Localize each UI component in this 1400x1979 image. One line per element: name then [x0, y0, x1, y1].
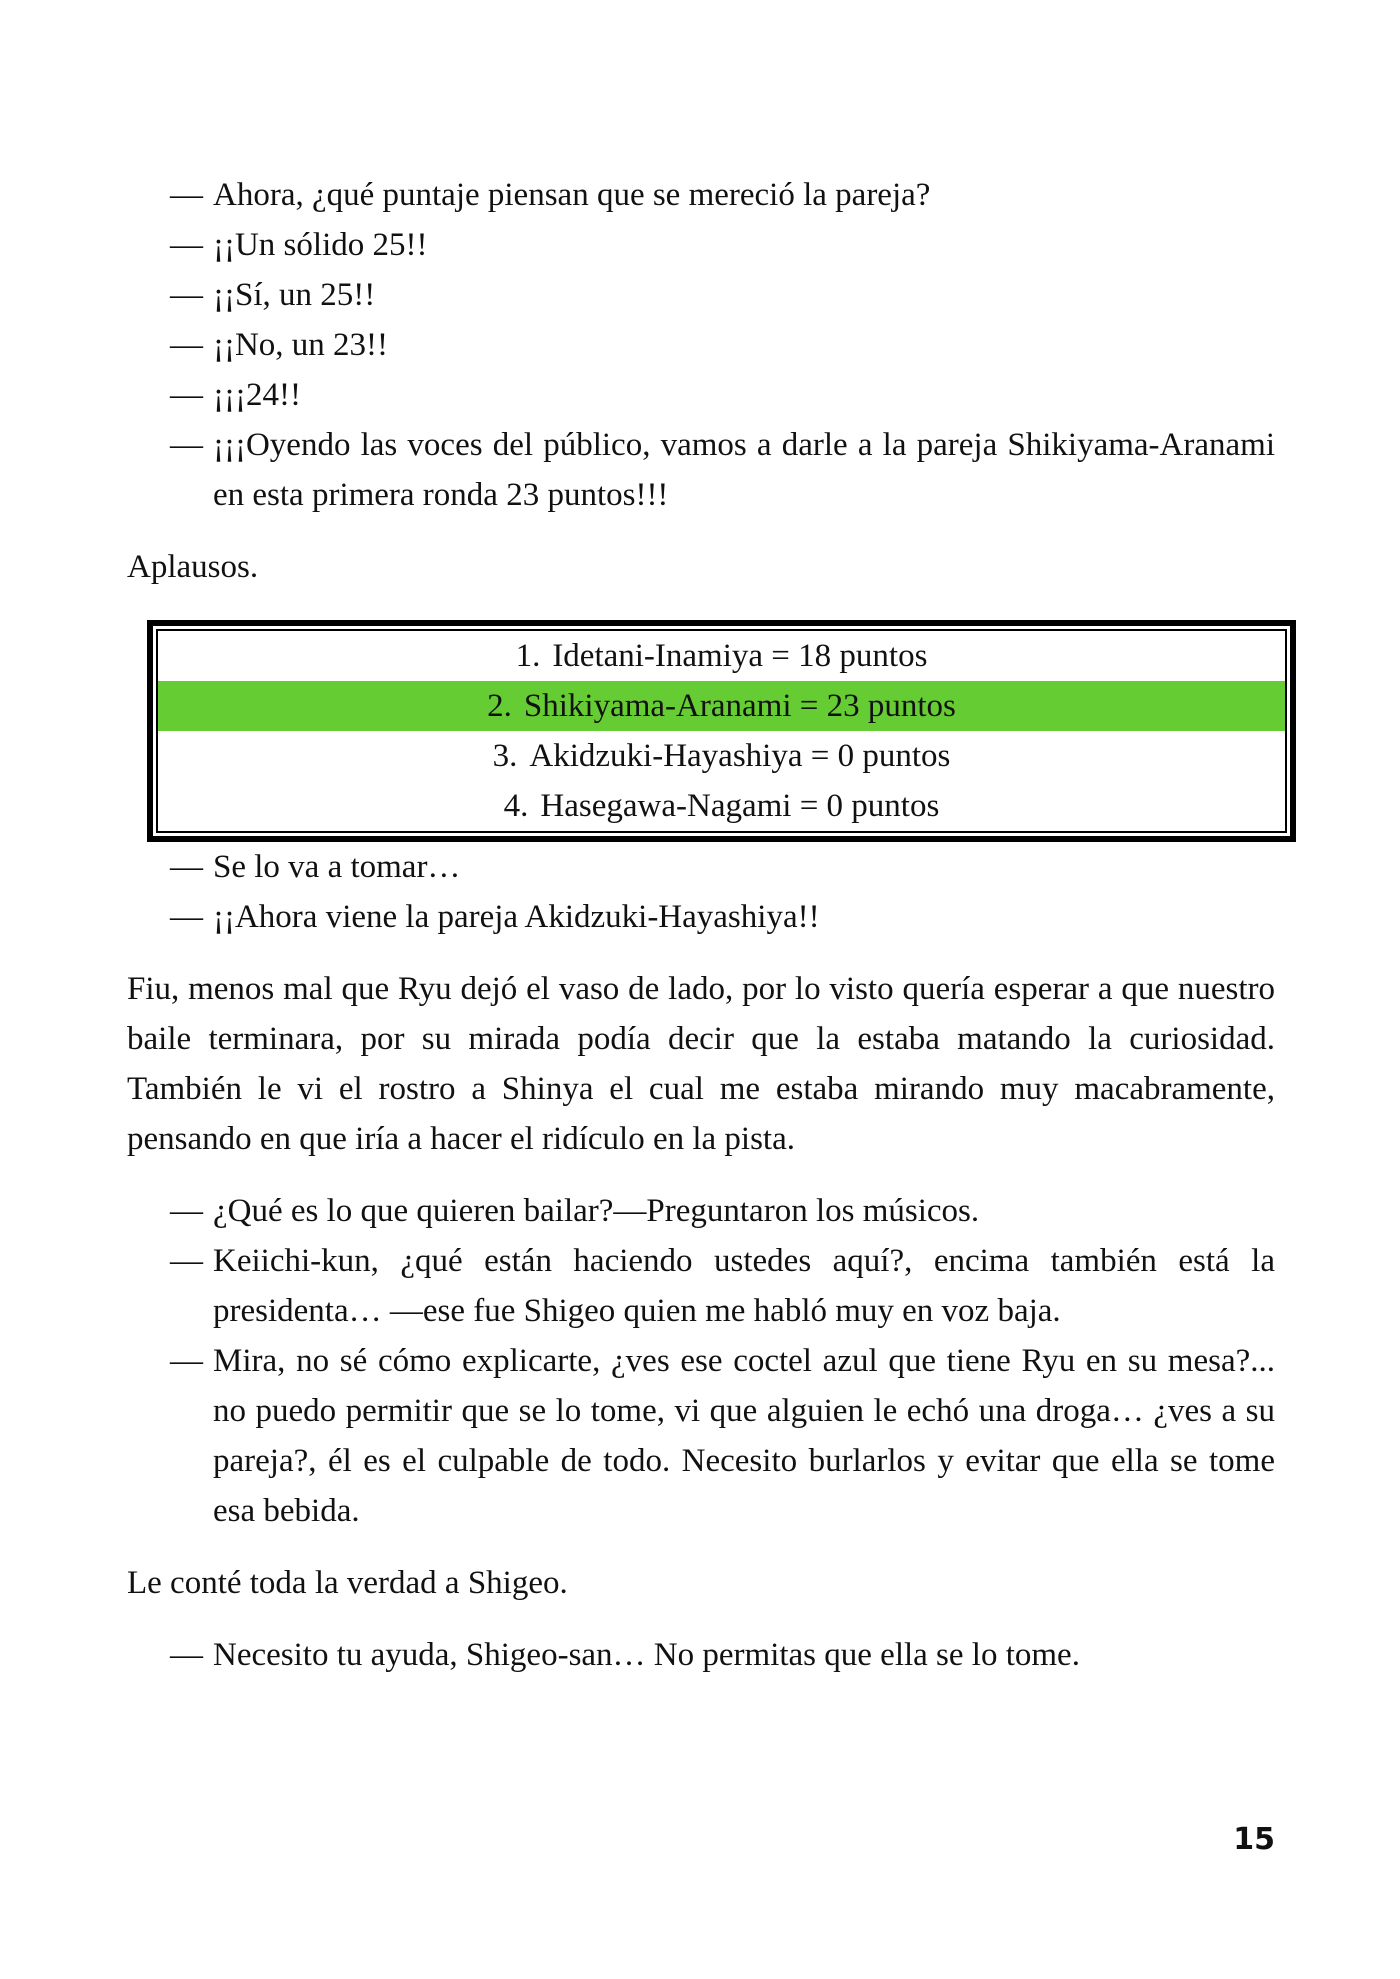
dialogue-line [127, 1630, 1275, 1680]
dialogue-line [127, 420, 1275, 520]
dialogue-text: ¡¡Sí, un 25!! [213, 277, 376, 313]
dialogue-text: ¿Qué es lo que quieren bailar?—Preguntaron los músicos. [213, 1193, 980, 1229]
dialogue-text: ¡¡No, un 23!! [213, 327, 389, 363]
dialogue-line [127, 842, 1275, 892]
dialogue-dash: — [170, 1193, 203, 1229]
scoreboard-entry: Shikiyama-Aranami = 23 puntos [523, 688, 956, 724]
dialogue-text: Se lo va a tomar… [213, 849, 461, 885]
dialogue-text: Necesito tu ayuda, Shigeo-san… No permitas que ella se lo tome. [213, 1637, 1080, 1673]
dialogue-dash: — [170, 1637, 203, 1673]
dialogue-line [127, 270, 1275, 320]
dialogue-text: Keiichi-kun, ¿qué están haciendo ustedes aquí?, encima también está la presidenta… —ese fue Shigeo quien me habló muy en voz baja. [213, 1243, 1275, 1329]
dialogue-dash: — [170, 849, 203, 885]
dialogue-dash: — [170, 427, 203, 463]
narration-paragraph: Aplausos. [127, 549, 259, 585]
dialogue-text: ¡¡¡24!! [213, 377, 301, 413]
scoreboard-row-highlighted [158, 681, 1285, 731]
dialogue-text: ¡¡Ahora viene la pareja Akidzuki-Hayashiya!! [213, 899, 820, 935]
dialogue-dash: — [170, 327, 203, 363]
dialogue-dash: — [170, 377, 203, 413]
dialogue-dash: — [170, 899, 203, 935]
page-number: 15 [1233, 1822, 1275, 1857]
dialogue-line [127, 1336, 1275, 1536]
dialogue-dash: — [170, 277, 203, 313]
dialogue-block-2 [127, 842, 1275, 942]
scoreboard-inner [156, 629, 1287, 833]
scoreboard-entry: Akidzuki-Hayashiya = 0 puntos [529, 738, 951, 774]
dialogue-dash: — [170, 227, 203, 263]
dialogue-text: Ahora, ¿qué puntaje piensan que se mereció la pareja? [213, 177, 931, 213]
dialogue-line [127, 220, 1275, 270]
scoreboard [147, 620, 1296, 842]
dialogue-line [127, 892, 1275, 942]
scoreboard-row [158, 731, 1285, 781]
dialogue-line [127, 1186, 1275, 1236]
dialogue-text: ¡¡¡Oyendo las voces del público, vamos a darle a la pareja Shikiyama-Aranami en esta primera ronda 23 puntos!!! [213, 427, 1275, 513]
scoreboard-rank: 4. [503, 788, 529, 824]
dialogue-block-1 [127, 170, 1275, 520]
scoreboard-rank: 2. [487, 688, 512, 724]
dialogue-dash: — [170, 1343, 203, 1379]
dialogue-block-3 [127, 1186, 1275, 1536]
dialogue-line [127, 170, 1275, 220]
dialogue-text: ¡¡Un sólido 25!! [213, 227, 428, 263]
narration-paragraph: Fiu, menos mal que Ryu dejó el vaso de lado, por lo visto quería esperar a que nuestro baile terminara, por su mirada podía decir que la estaba matando la curiosidad. También le vi el rostro a Shinya el cual me estaba mirando muy macabramente, pensando en que iría a hacer el ridículo en la pista. [127, 971, 1275, 1157]
narration-paragraph: Le conté toda la verdad a Shigeo. [127, 1565, 568, 1601]
dialogue-dash: — [170, 1243, 203, 1279]
scoreboard-row [158, 631, 1285, 681]
scoreboard-rank: 1. [515, 638, 541, 674]
scoreboard-entry: Hasegawa-Nagami = 0 puntos [540, 788, 940, 824]
scoreboard-row [158, 781, 1285, 831]
dialogue-block-4 [127, 1630, 1275, 1680]
dialogue-line [127, 320, 1275, 370]
page-body [127, 170, 1275, 1680]
dialogue-dash: — [170, 177, 203, 213]
scoreboard-rank: 3. [492, 738, 518, 774]
scoreboard-entry: Idetani-Inamiya = 18 puntos [552, 638, 928, 674]
dialogue-line [127, 370, 1275, 420]
dialogue-line [127, 1236, 1275, 1336]
dialogue-text: Mira, no sé cómo explicarte, ¿ves ese coctel azul que tiene Ryu en su mesa?... no puedo permitir que se lo tome, vi que alguien le echó una droga… ¿ves a su pareja?, él es el culpable de todo. Necesito burlarlos y evitar que ella se tome esa bebida. [213, 1343, 1275, 1529]
